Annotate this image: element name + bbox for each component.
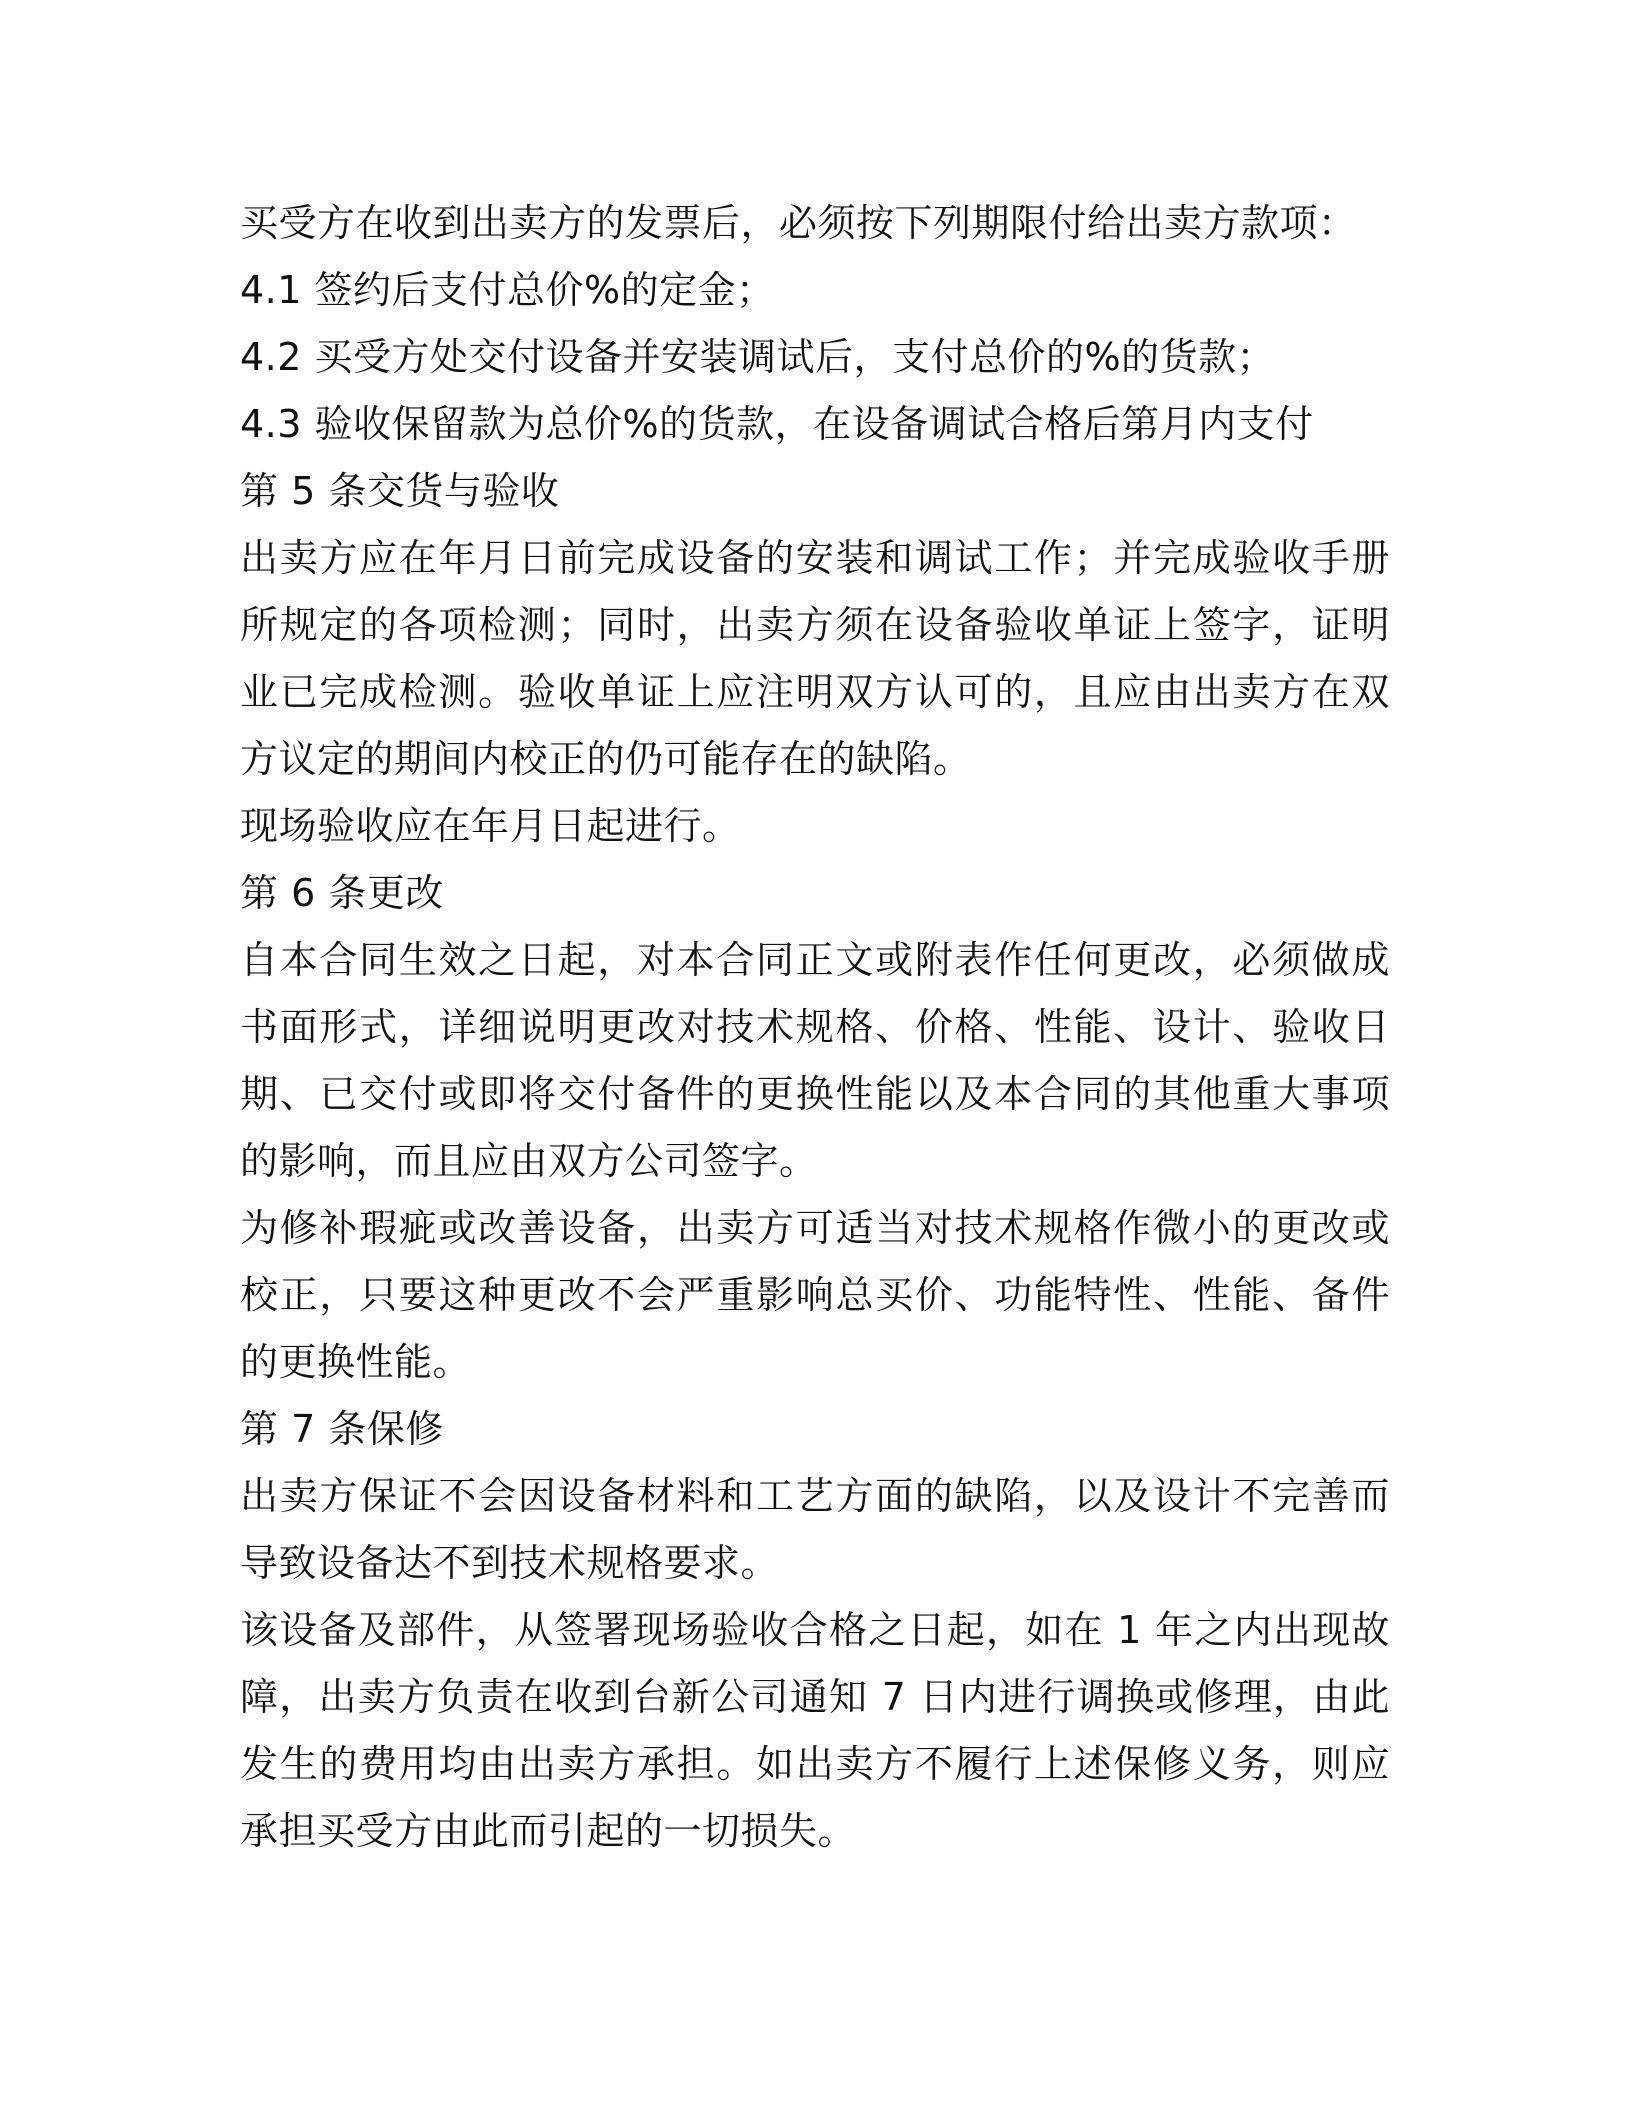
article-5-paragraph-1: 出卖方应在年月日前完成设备的安装和调试工作；并完成验收手册所规定的各项检测；同时，出卖方须在设备验收单证上签字，证明业已完成检测。验收单证上应注明双方认可的，且应由出卖方在双方议定的期间内校正的仍可能存在的缺陷。 — [240, 536, 1390, 781]
article-7-heading: 第 7 条保修 — [240, 1407, 444, 1451]
clause-4-3: 4.3 验收保留款为总价%的货款，在设备调试合格后第月内支付 — [240, 402, 1314, 446]
article-6-paragraph-1: 自本合同生效之日起，对本合同正文或附表作任何更改，必须做成书面形式，详细说明更改对技术规格、价格、性能、设计、验收日期、已交付或即将交付备件的更换性能以及本合同的其他重大事项的影响，而且应由双方公司签字。 — [240, 938, 1390, 1183]
clause-4-1: 4.1 签约后支付总价%的定金； — [240, 268, 775, 312]
article-6-heading: 第 6 条更改 — [240, 871, 444, 915]
clause-4-2: 4.2 买受方处交付设备并安装调试后，支付总价的%的货款； — [240, 335, 1276, 379]
document-page — [240, 190, 1390, 1865]
article-5-paragraph-2: 现场验收应在年月日起进行。 — [240, 804, 741, 848]
article-7-paragraph-2: 该设备及部件，从签署现场验收合格之日起，如在 1 年之内出现故障，出卖方负责在收到台新公司通知 7 日内进行调换或修理，由此发生的费用均由出卖方承担。如出卖方不履行上述保修义务，则应承担买受方由此而引起的一切损失。 — [240, 1608, 1390, 1853]
article-7-paragraph-1: 出卖方保证不会因设备材料和工艺方面的缺陷，以及设计不完善而导致设备达不到技术规格要求。 — [240, 1474, 1390, 1585]
payment-terms-intro: 买受方在收到出卖方的发票后，必须按下列期限付给出卖方款项： — [240, 201, 1357, 245]
article-5-heading: 第 5 条交货与验收 — [240, 469, 560, 513]
article-6-paragraph-2: 为修补瑕疵或改善设备，出卖方可适当对技术规格作微小的更改或校正，只要这种更改不会严重影响总买价、功能特性、性能、备件的更换性能。 — [240, 1206, 1390, 1384]
